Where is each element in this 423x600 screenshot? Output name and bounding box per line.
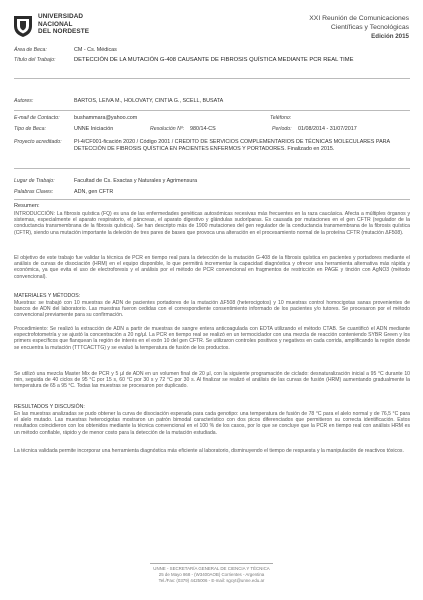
phone-label: Teléfono: (270, 115, 292, 121)
university-name-line: NACIONAL (38, 20, 73, 28)
area-value: CM - Cs. Médicas (74, 47, 117, 53)
divider (14, 168, 410, 169)
project-label: Proyecto acreditado: (14, 139, 62, 145)
event-header (309, 14, 409, 41)
keywords-value: ADN, gen CFTR (74, 189, 114, 195)
results-heading: RESULTADOS Y DISCUSIÓN: (14, 404, 85, 410)
footer-divider (150, 563, 273, 564)
divider (14, 199, 410, 200)
beca-type-label: Tipo de Beca: (14, 126, 46, 132)
university-name-line: UNIVERSIDAD (38, 13, 84, 20)
procedure-paragraph: Procedimiento: Se realizó la extracción de ADN a partir de muestras de sangre entera anticoagulada con EDTA utilizando el método CTAB. Se cuantificó el ADN mediante espectrofotometría y se ajustó la concentración a 20 ng/µl. La PCR en tiempo real se realizó en un termociclador con una mezcla de reacción conteniendo SYBR Green y los primers específicos que flanquean la región de interés en el exón 10 del gen CFTR. Se utilizaron controles positivos y negativos en cada corrida, amplificando la región donde se encuentra la mutación (TTTCACTTG) y se evaluó la temperatura de fusión de los productos. (14, 326, 410, 351)
workplace-label: Lugar de Trabajo: (14, 178, 55, 184)
email-value: bushammara@yahoo.com (74, 115, 138, 121)
university-name-line: DEL NORDESTE (38, 28, 90, 36)
footer-org: UNNE - SECRETARÍA GENERAL DE CIENCIA Y TÉCNICA (153, 566, 270, 571)
divider (14, 78, 410, 79)
resolution-label: Resolución Nº: (150, 126, 185, 132)
title-value: DETECCIÓN DE LA MUTACIÓN G-408 CAUSANTE DE FIBROSIS QUÍSTICA MEDIANTE PCR REAL TIME (74, 57, 354, 63)
title-label: Título del Trabajo: (14, 57, 56, 63)
university-name (38, 13, 89, 36)
area-label: Área de Beca: (14, 47, 47, 53)
workplace-value: Facultad de Cs. Exactas y Naturales y Agrimensura (74, 178, 198, 184)
keywords-label: Palabras Claves: (14, 189, 54, 195)
footer-contact: Tel./Fax: (0379) 4425006 - E-mail: sgcyt@unne.edu.ar (158, 578, 265, 583)
intro-paragraph: INTRODUCCIÓN: La fibrosis quística (FQ) es una de las enfermedades genéticas autosómicas recesivas más frecuentes en la raza caucásica. Afecta a múltiples órganos y sistemas, especialmente el aparato respiratorio, el páncreas, el aparato digestivo y glándulas sudoríparas. Es causada por mutaciones en el gen CFTR (regulador de la conductancia transmembrana de la fibrosis quística). Se han descripto más de 1900 mutaciones del gen regulador de la conductancia transmembrana de la fibrosis quística (CFTR), siendo una mutación importante la deleción de tres pares de bases que provoca una alteración en el procesamiento normal de la proteína CFTR (mutación ΔF508). (14, 211, 410, 236)
divider (14, 110, 410, 111)
event-edition: Edición 2015 (371, 33, 409, 40)
beca-type-value: UNNE Iniciación (74, 126, 114, 132)
period-label: Período: (272, 126, 292, 132)
email-label: E-mail de Contacto: (14, 115, 60, 121)
event-subtitle: Científicas y Tecnológicas (330, 24, 409, 31)
results-paragraph: En las muestras analizadas se pudo obtener la curva de disociación esperada para cada genotipo: una temperatura de fusión de 78 °C para el alelo normal y de 76,5 °C para el alelo mutado. Las muestras heterocigotas mostraron un patrón bimodal característico con dos picos diferenciados que permitieron su correcta identificación. Estos resultados coincidieron con los obtenidos mediante la técnica convencional en el 100 % de los casos, por lo que se concluye que la PCR en tiempo real con análisis HRM es un método confiable, rápido y de menor costo para la detección de la mutación estudiada. (14, 411, 410, 436)
footer-address: 25 de Mayo 868 - (W3400AOB) Corrientes - Argentina (158, 572, 265, 577)
intro-paragraph-2: El objetivo de este trabajo fue validar la técnica de PCR en tiempo real para la detección de la mutación G-408 de la fibrosis quística en pacientes y portadores mediante el análisis de curvas de disociación (HRM) en el equipo disponible, lo que permitirá incrementar la capacidad diagnóstica y ofrecer una herramienta alternativa más rápida y económica, ya que evita el uso de electroforesis y el análisis por el método de PCR convencional en fragmentos de restricción en PAGE y tinción con AgNO3 (método convencional). (14, 255, 410, 280)
resumen-heading: Resumen: (14, 203, 40, 209)
pcr-paragraph: Se utilizó una mezcla Master Mix de PCR y 5 µl de ADN en un volumen final de 20 µl, con la siguiente programación de ciclado: desnaturalización inicial a 95 °C durante 10 min, seguida de 40 ciclos de 95 °C por 15 s, 60 °C por 30 s y 72 °C por 30 s. Al finalizar se realizó el análisis de las curvas de fusión (HRM) aumentando gradualmente la temperatura de 65 a 95 °C. Todas las muestras se procesaron por duplicado. (14, 371, 410, 390)
authors-value: BARTOS, LEIVA M., HOLOVATY, CINTIA G., SCELL, BUSATA (74, 98, 224, 104)
authors-label: Autores: (14, 98, 34, 104)
materials-heading: MATERIALES Y MÉTODOS: (14, 293, 81, 299)
period-value: 01/08/2014 - 31/07/2017 (298, 126, 357, 132)
event-title: XXI Reunión de Comunicaciones (309, 15, 409, 22)
materials-paragraph: Muestras: se trabajó con 10 muestras de ADN de pacientes portadores de la mutación ΔF508 (heterocigotos) y 10 muestras control homocigotas sanas provenientes de bancos de ADN del laboratorio. Las muestras fueron cedidas con el correspondiente consentimiento informado de los pacientes y/o tutores. Se procesaron por el método convencional previamente para su confirmación. (14, 300, 410, 319)
results-paragraph-2: La técnica validada permite incorporar una herramienta diagnóstica más eficiente al laboratorio, disminuyendo el tiempo de respuesta y la manipulación de reactivos tóxicos. (14, 448, 404, 454)
resolution-value: 980/14-CS (190, 126, 216, 132)
university-logo-icon (12, 14, 34, 38)
project-value: PI-4/CF001-ficación 2020 / Código 2001 / CREDITO DE SERVICIOS COMPLEMENTARIOS DE TÉCNICAS MOLECULARES PARA DETECCIÓN DE FIBROSIS QUÍSTICA EN PACIENTES ENFERMOS Y PORTADORES. Finalizado en 2015. (74, 139, 390, 152)
